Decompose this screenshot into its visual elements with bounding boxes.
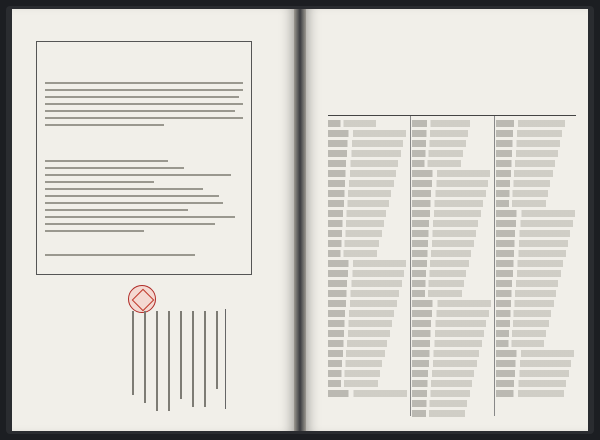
index-entry [412, 400, 467, 407]
index-entry [496, 170, 553, 177]
index-entry [328, 350, 385, 357]
index-entry [328, 310, 394, 317]
index-column-rule [494, 116, 495, 416]
index-entry [412, 130, 468, 137]
index-entry [412, 350, 479, 357]
index-entry [328, 160, 398, 167]
index-entry [328, 390, 407, 397]
index-entry [328, 330, 390, 337]
index-entry [412, 200, 483, 207]
index-entry [328, 230, 382, 237]
index-entry [496, 190, 548, 197]
index-entry [328, 210, 386, 217]
index-column-1 [328, 120, 408, 400]
index-columns [328, 115, 576, 416]
index-entry [328, 240, 379, 247]
index-entry [496, 120, 565, 127]
left-page [12, 9, 294, 431]
index-entry [328, 320, 392, 327]
index-entry [496, 200, 546, 207]
index-entry [412, 410, 465, 417]
index-entry [496, 340, 544, 347]
index-entry [496, 180, 550, 187]
colophon-column [216, 311, 218, 389]
index-column-2 [412, 120, 492, 420]
index-entry [328, 170, 396, 177]
book-gutter [294, 9, 306, 431]
index-entry [496, 390, 564, 397]
colophon-column [144, 311, 146, 403]
colophon-column [180, 311, 182, 399]
index-entry [328, 260, 406, 267]
index-entry [412, 300, 491, 307]
author-biography [45, 82, 243, 131]
index-entry [412, 370, 474, 377]
index-entry [496, 260, 563, 267]
index-entry [328, 120, 376, 127]
index-entry [496, 290, 556, 297]
colophon-column [192, 311, 194, 407]
index-entry [328, 270, 404, 277]
colophon-column [168, 311, 170, 411]
index-entry [328, 370, 380, 377]
index-entry [328, 190, 391, 197]
index-entry [496, 250, 566, 257]
index-entry [412, 330, 484, 337]
index-entry [412, 220, 478, 227]
index-entry [328, 220, 384, 227]
index-entry [412, 290, 462, 297]
index-entry [328, 180, 394, 187]
index-entry [328, 300, 397, 307]
index-entry [412, 120, 470, 127]
index-entry [328, 380, 378, 387]
index-entry [496, 310, 551, 317]
colophon [124, 305, 246, 415]
author-address-line [45, 254, 195, 256]
index-entry [496, 210, 575, 217]
index-entry [328, 150, 401, 157]
colophon-column [132, 311, 134, 395]
index-entry [496, 230, 570, 237]
right-page [306, 9, 588, 431]
index-entry [328, 250, 377, 257]
index-column-rule [410, 116, 411, 416]
index-entry [496, 130, 562, 137]
colophon-column [204, 311, 206, 407]
index-entry [496, 350, 574, 357]
index-entry [412, 140, 466, 147]
index-entry [328, 340, 387, 347]
index-entry [412, 170, 490, 177]
index-entry [328, 140, 403, 147]
index-entry [412, 380, 472, 387]
index-entry [328, 290, 399, 297]
index-entry [412, 250, 471, 257]
index-column-3 [496, 120, 576, 400]
index-entry [496, 380, 566, 387]
index-entry [496, 240, 568, 247]
index-entry [412, 390, 470, 397]
index-entry [496, 370, 569, 377]
index-entry [412, 150, 463, 157]
colophon-column [156, 311, 158, 411]
index-entry [412, 280, 464, 287]
index-entry [412, 210, 481, 217]
index-entry [412, 260, 469, 267]
index-entry [496, 360, 571, 367]
index-entry [496, 150, 558, 157]
index-entry [412, 230, 476, 237]
index-entry [412, 190, 486, 197]
index-entry [412, 160, 461, 167]
index-entry [496, 330, 546, 337]
index-entry [412, 240, 474, 247]
index-entry [496, 140, 560, 147]
index-entry [328, 280, 402, 287]
index-entry [412, 180, 488, 187]
index-entry [412, 310, 489, 317]
index-entry [496, 280, 558, 287]
index-entry [328, 360, 382, 367]
colophon-rule [225, 309, 226, 409]
book-spread [6, 6, 594, 434]
index-entry [412, 270, 466, 277]
author-profile-box [36, 41, 252, 275]
index-entry [496, 160, 555, 167]
index-entry [328, 200, 389, 207]
index-entry [412, 340, 482, 347]
index-entry [496, 270, 561, 277]
index-entry [412, 320, 486, 327]
index-entry [496, 320, 549, 327]
works-list [45, 160, 243, 237]
index-entry [496, 220, 573, 227]
index-entry [496, 300, 554, 307]
index-entry [412, 360, 477, 367]
index-entry [328, 130, 406, 137]
